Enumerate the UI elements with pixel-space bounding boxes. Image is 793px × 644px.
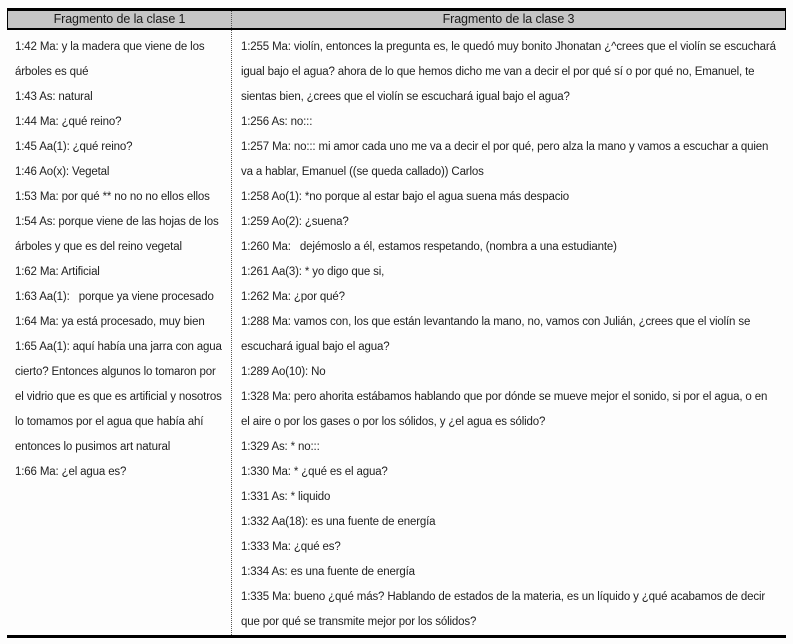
transcript-utterance: 1:53 Ma: por qué ** no no no ellos ellos — [15, 191, 210, 203]
header-cell-class-3: Fragmento de la clase 3 — [442, 12, 575, 26]
transcript-utterance: 1:43 As: natural — [15, 91, 93, 103]
transcript-utterance: 1:66 Ma: ¿el agua es? — [15, 466, 127, 478]
transcript-utterance: 1:330 Ma: * ¿qué es el agua? — [241, 466, 388, 478]
transcript-utterance: 1:331 As: * liquido — [241, 491, 331, 503]
transcript-utterance: 1:335 Ma: bueno ¿qué más? Hablando de estados de la materia, es un líquido y ¿qué acabamos de decir que por qué se transmite mejor por los sólidos? — [241, 591, 766, 628]
transcript-utterance: 1:260 Ma: dejémoslo a él, estamos respetando, (nombra a una estudiante) — [241, 241, 617, 253]
transcript-utterance: 1:64 Ma: ya está procesado, muy bien — [15, 316, 205, 328]
transcript-utterance: 1:63 Aa(1): porque ya viene procesado — [15, 291, 214, 303]
transcript-utterance: 1:256 As: no::: — [241, 116, 313, 128]
transcript-column-class-1 — [7, 30, 232, 635]
transcript-utterance: 1:65 Aa(1): aquí había una jarra con agua cierto? Entonces algunos lo tomaron por el vidrio que es que es artificial y nosotros lo tomamos por el agua que había ahí entonces lo pusimos art natural — [15, 341, 222, 453]
transcript-utterance: 1:258 Ao(1): *no porque al estar bajo el agua suena más despacio — [241, 191, 569, 203]
transcript-utterance: 1:42 Ma: y la madera que viene de los árboles es qué — [15, 41, 205, 78]
transcript-table — [7, 8, 786, 638]
transcript-utterance: 1:261 Aa(3): * yo digo que si, — [241, 266, 385, 278]
transcript-utterance: 1:289 Ao(10): No — [241, 366, 326, 378]
transcript-utterance: 1:332 Aa(18): es una fuente de energía — [241, 516, 436, 528]
transcript-utterance: 1:255 Ma: violín, entonces la pregunta es, le quedó muy bonito Jhonatan ¿^crees que el violín se escuchará igual bajo el agua? ahora de lo que hemos dicho me van a decir el por qué sí o por qué no, Emanuel, te sientas bien, ¿crees que el violín se escuchará igual bajo el agua? — [241, 41, 776, 103]
transcript-utterance: 1:333 Ma: ¿qué es? — [241, 541, 341, 553]
transcript-utterance: 1:46 Ao(x): Vegetal — [15, 166, 110, 178]
transcript-utterance: 1:288 Ma: vamos con, los que están levantando la mano, no, vamos con Julián, ¿crees que el violín se escuchará igual bajo el agua? — [241, 316, 751, 353]
table-header-row — [7, 11, 786, 30]
transcript-utterance: 1:328 Ma: pero ahorita estábamos hablando que por dónde se mueve mejor el sonido, si por el agua, o en el aire o por los gases o por los sólidos, y ¿el agua es sólido? — [241, 391, 768, 428]
transcript-column-class-3 — [232, 30, 786, 635]
transcript-utterance: 1:334 As: es una fuente de energía — [241, 566, 415, 578]
transcript-utterance: 1:45 Aa(1): ¿qué reino? — [15, 141, 133, 153]
table-body-row — [7, 30, 786, 638]
transcript-utterance: 1:257 Ma: no::: mi amor cada uno me va a decir el por qué, pero alza la mano y vamos a escuchar a quien va a hablar, Emanuel ((se queda callado)) Carlos — [241, 141, 769, 178]
transcript-utterance: 1:62 Ma: Artificial — [15, 266, 100, 278]
transcript-utterance: 1:259 Ao(2): ¿suena? — [241, 216, 349, 228]
transcript-utterance: 1:329 As: * no::: — [241, 441, 320, 453]
transcript-utterance: 1:44 Ma: ¿qué reino? — [15, 116, 122, 128]
transcript-utterance: 1:54 As: porque viene de las hojas de los árboles y que es del reino vegetal — [15, 216, 219, 253]
header-cell-class-1: Fragmento de la clase 1 — [8, 11, 232, 28]
transcript-utterance: 1:262 Ma: ¿por qué? — [241, 291, 345, 303]
